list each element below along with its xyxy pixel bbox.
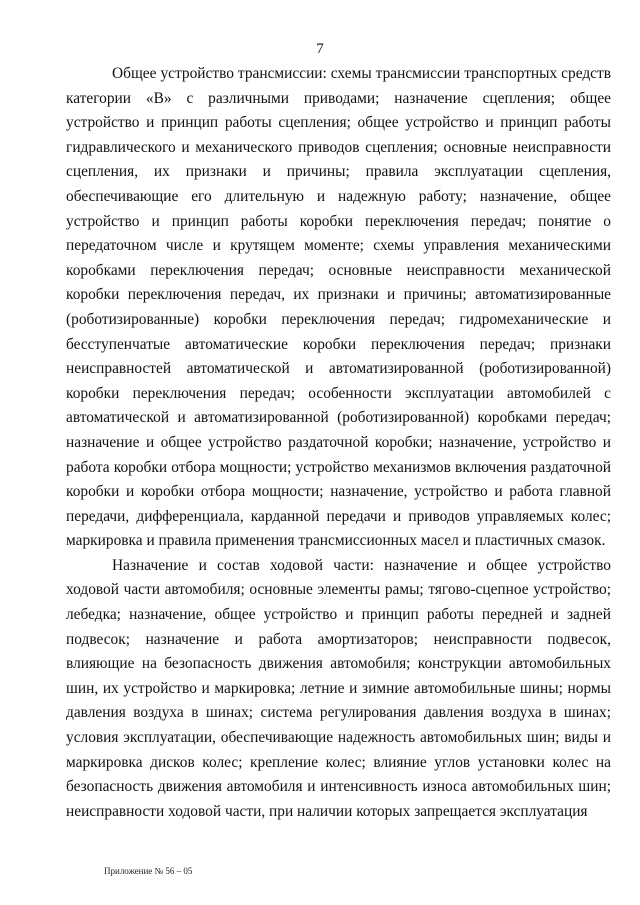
- page-number: 7: [316, 41, 324, 57]
- paragraph-chassis: Назначение и состав ходовой части: назначение и общее устройство ходовой части автомобиля; основные элементы рамы; тягово-сцепное устройство; лебедка; назначение, общее устройство и принцип работы передней и задней подвесок; назначение и работа амортизаторов; неисправности подвесок, влияющие на безопасность движения автомобиля; конструкции автомобильных шин, их устройство и маркировка; летние и зимние автомобильные шины; нормы давления воздуха в шинах; система регулирования давления воздуха в шинах; условия эксплуатации, обеспечивающие надежность автомобильных шин; виды и маркировка дисков колес; крепление колес; влияние углов установки колес на безопасность движения автомобиля и интенсивность износа автомобильных шин; неисправности ходовой части, при наличии которых запрещается эксплуатация: [66, 556, 611, 820]
- paragraph-transmission: Общее устройство трансмиссии: схемы трансмиссии транспортных средств категории «В» с различными приводами; назначение сцепления; общее устройство и принцип работы сцепления; общее устройство и принцип работы гидравлического и механического приводов сцепления; основные неисправности сцепления, их признаки и причины; правила эксплуатации сцепления, обеспечивающие его длительную и надежную работу; назначение, общее устройство и принцип работы коробки переключения передач; понятие о передаточном числе и крутящем моменте; схемы управления механическими коробками переключения передач; основные неисправности механической коробки переключения передач, их признаки и причины; автоматизированные (роботизированные) коробки переключения передач; гидромеханические и бесступенчатые автоматические коробки переключения передач; признаки неисправностей автоматической и автоматизированной (роботизированной) коробки переключения передач; особенности эксплуатации автомобилей с автоматической и автоматизированной (роботизированной) коробками передач; назначение и общее устройство раздаточной коробки; назначение, устройство и работа коробки отбора мощности; устройство механизмов включения раздаточной коробки и коробки отбора мощности; назначение, устройство и работа главной передачи, дифференциала, карданной передачи и приводов управляемых колес; маркировка и правила применения трансмиссионных масел и пластичных смазок.: [66, 65, 611, 550]
- document-body: [66, 62, 611, 824]
- footer-appendix-label: Приложение № 56 – 05: [104, 866, 193, 876]
